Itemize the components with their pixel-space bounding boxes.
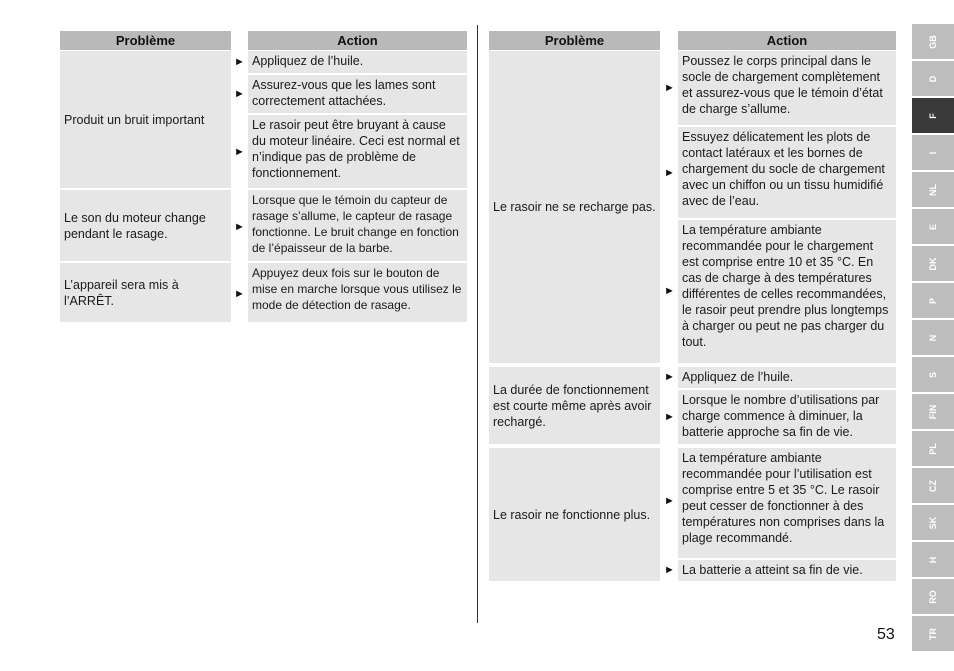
- action-cell: Assurez-vous que les lames sont correctement attachées.: [248, 75, 467, 113]
- problem-cell: [60, 263, 231, 322]
- arrow-icon: ►: [664, 285, 675, 297]
- problem-cell: [60, 190, 231, 261]
- language-tab-s: [912, 357, 954, 392]
- language-tab-label: RO: [928, 589, 938, 604]
- problem-cell: [489, 367, 660, 444]
- action-cell: Lorsque que le témoin du capteur de rasage s’allume, le capteur de rasage fonctionne. Le bruit change en fonction de l’épaisseur de la barbe.: [248, 190, 467, 261]
- language-tab-tr: [912, 616, 954, 651]
- language-tab-gb: [912, 24, 954, 59]
- language-tab-label: D: [928, 75, 938, 82]
- arrow-icon: ►: [664, 411, 675, 423]
- action-cell: Lorsque le nombre d’utilisations par charge commence à diminuer, la batterie approche sa fin de vie.: [678, 390, 896, 444]
- problem-cell: [60, 51, 231, 188]
- language-tab-label: I: [928, 151, 938, 154]
- language-tab-bar: [912, 24, 954, 653]
- arrow-icon: ►: [234, 88, 245, 100]
- action-cell: Poussez le corps principal dans le socle de chargement complètement et assurez-vous que le témoin d’état de charge s’allume.: [678, 51, 896, 125]
- language-tab-label: N: [928, 334, 938, 341]
- problem-text: Le son du moteur change pendant le rasage.: [64, 210, 206, 241]
- language-tab-label: GB: [928, 34, 938, 49]
- arrow-icon: ►: [664, 371, 675, 383]
- language-tab-n: [912, 320, 954, 355]
- left-header-action: Action: [248, 31, 467, 50]
- problem-text: Le rasoir ne fonctionne plus.: [493, 507, 651, 522]
- right-header-action: Action: [678, 31, 896, 50]
- language-tab-ro: [912, 579, 954, 614]
- problem-text: La durée de fonctionnement est courte même après avoir rechargé.: [493, 382, 652, 429]
- action-cell: Appliquez de l’huile.: [678, 367, 896, 388]
- left-header-problem: Problème: [60, 31, 231, 50]
- problem-cell: [489, 448, 660, 581]
- language-tab-label: CZ: [928, 479, 938, 492]
- language-tab-label: E: [928, 223, 938, 230]
- arrow-icon: ►: [234, 221, 245, 233]
- language-tab-label: P: [928, 297, 938, 304]
- language-tab-fin: [912, 394, 954, 429]
- action-cell: Appliquez de l’huile.: [248, 51, 467, 73]
- action-cell: Le rasoir peut être bruyant à cause du moteur linéaire. Ceci est normal et n’indique pas de problème de fonctionnement.: [248, 115, 467, 188]
- language-tab-label: SK: [928, 516, 938, 529]
- action-cell: Appuyez deux fois sur le bouton de mise en marche lorsque vous utilisez le mode de détection de rasage.: [248, 263, 467, 322]
- language-tab-nl: [912, 172, 954, 207]
- problem-text: L’appareil sera mis à l’ARRÊT.: [64, 277, 179, 308]
- arrow-icon: ►: [664, 495, 675, 507]
- language-tab-label: PL: [928, 442, 938, 455]
- arrow-icon: ►: [234, 146, 245, 158]
- language-tab-label: TR: [928, 627, 938, 640]
- language-tab-h: [912, 542, 954, 577]
- language-tab-dk: [912, 246, 954, 281]
- language-tab-pl: [912, 431, 954, 466]
- problem-text: Le rasoir ne se recharge pas.: [493, 200, 656, 214]
- action-cell: La batterie a atteint sa fin de vie.: [678, 560, 896, 581]
- arrow-icon: ►: [234, 288, 245, 300]
- language-tab-label: F: [928, 112, 938, 119]
- arrow-icon: ►: [234, 56, 245, 68]
- language-tab-f: [912, 98, 954, 133]
- language-tab-sk: [912, 505, 954, 540]
- arrow-icon: ►: [664, 167, 675, 179]
- language-tab-label: H: [928, 556, 938, 563]
- action-cell: La température ambiante recommandée pour l’utilisation est comprise entre 5 et 35 °C. Le rasoir peut cesser de fonctionner à des températures non comprises dans la plage recommandé.: [678, 448, 896, 558]
- problem-cell: [489, 51, 660, 363]
- language-tab-i: [912, 135, 954, 170]
- column-divider: [477, 25, 478, 623]
- action-cell: Essuyez délicatement les plots de contact latéraux et les bornes de chargement du socle de chargement avec un chiffon ou un tissu humidifié avec de l’eau.: [678, 127, 896, 218]
- page-number: 53: [877, 626, 895, 643]
- right-header-problem: Problème: [489, 31, 660, 50]
- language-tab-cz: [912, 468, 954, 503]
- language-tab-e: [912, 209, 954, 244]
- arrow-icon: ►: [664, 82, 675, 94]
- problem-text: Produit un bruit important: [64, 112, 205, 127]
- language-tab-d: [912, 61, 954, 96]
- language-tab-label: FIN: [928, 404, 938, 419]
- language-tab-label: DK: [928, 257, 938, 270]
- language-tab-label: NL: [928, 183, 938, 196]
- arrow-icon: ►: [664, 564, 675, 576]
- language-tab-label: S: [928, 371, 938, 378]
- language-tab-p: [912, 283, 954, 318]
- action-cell: La température ambiante recommandée pour le chargement est comprise entre 10 et 35 °C. En cas de charge à des températures différentes de celles recommandées, le rasoir peut prendre plus longtemps à charger ou peut ne pas charger du tout.: [678, 220, 896, 363]
